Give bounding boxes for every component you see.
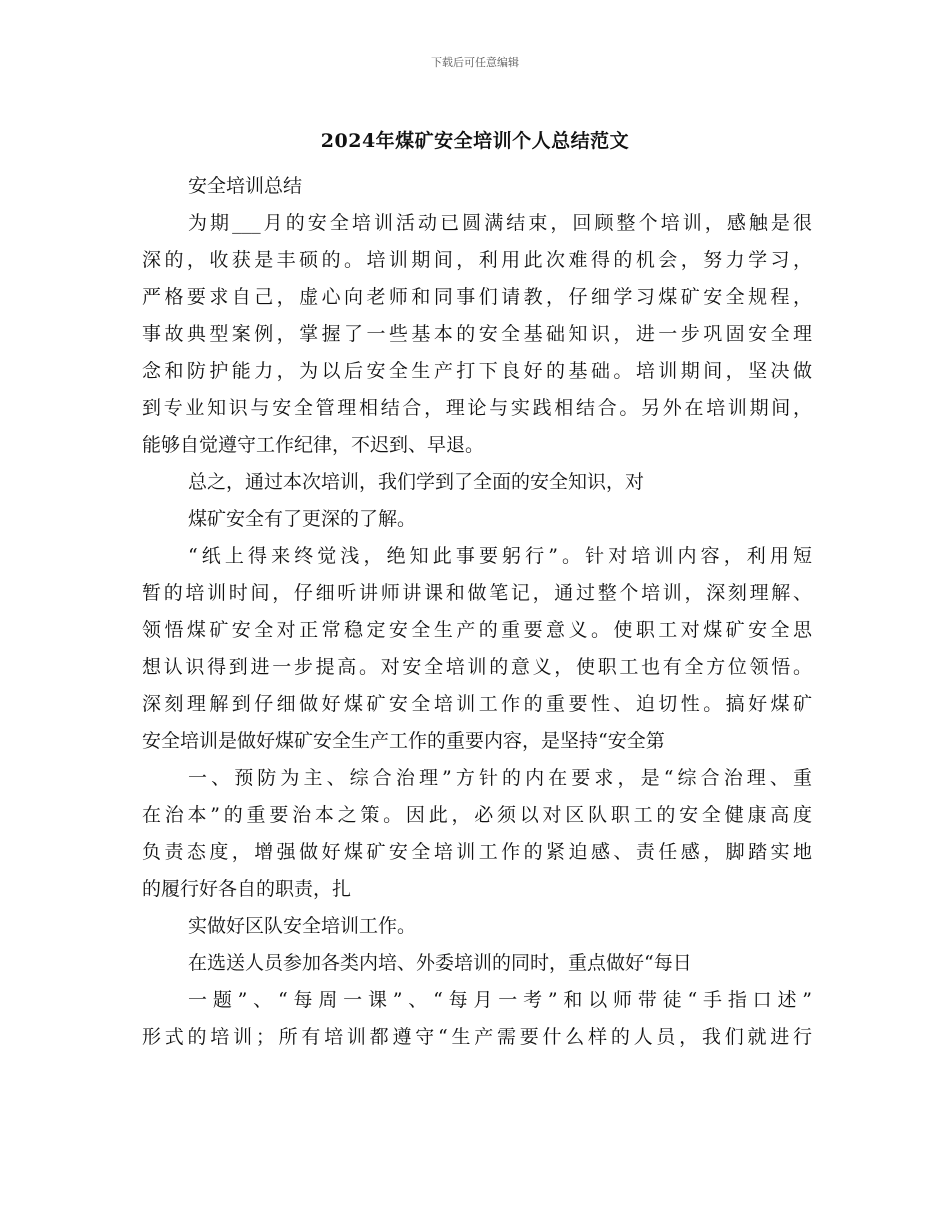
body-line: 在治本”的重要治本之策。因此，必须以对区队职工的安全健康高度	[142, 804, 812, 826]
body-line: 想认识得到进一步提高。对安全培训的意义，使职工也有全方位领悟。	[142, 656, 812, 678]
body-line: “纸上得来终觉浅，绝知此事要躬行”。针对培训内容，利用短	[188, 545, 812, 567]
body-line: 暂的培训时间，仔细听讲师讲课和做笔记，通过整个培训，深刻理解、	[142, 582, 812, 604]
body-line: 在选送人员参加各类内培、外委培训的同时，重点做好“每日	[188, 952, 692, 974]
body-line: 形式的培训；所有培训都遵守“生产需要什么样的人员，我们就进行	[142, 1026, 812, 1048]
body-line: 一题”、“每周一课”、“每月一考”和以师带徒“手指口述”	[188, 989, 812, 1011]
body-line: 严格要求自己，虚心向老师和同事们请教，仔细学习煤矿安全规程，	[142, 286, 812, 308]
body-line: 的履行好各自的职责，扎	[142, 878, 352, 900]
body-line: 负责态度，增强做好煤矿安全培训工作的紧迫感、责任感，脚踏实地	[142, 841, 812, 863]
body-line: 领悟煤矿安全对正常稳定安全生产的重要意义。使职工对煤矿安全思	[142, 619, 812, 641]
body-line: 安全培训是做好煤矿安全生产工作的重要内容，是坚持“安全第	[142, 730, 665, 752]
body-line: 念和防护能力，为以后安全生产打下良好的基础。培训期间，坚决做	[142, 360, 812, 382]
body-line: 为期___月的安全培训活动已圆满结束，回顾整个培训，感触是很	[188, 212, 812, 234]
header-note: 下载后可任意编辑	[431, 56, 519, 69]
body-line: 事故典型案例，掌握了一些基本的安全基础知识，进一步巩固安全理	[142, 323, 812, 345]
document-body	[142, 168, 812, 1056]
body-line: 能够自觉遵守工作纪律，不迟到、早退。	[142, 434, 485, 456]
body-line: 深的，收获是丰硕的。培训期间，利用此次难得的机会，努力学习，	[142, 249, 812, 271]
body-line: 总之，通过本次培训，我们学到了全面的安全知识，对	[188, 471, 645, 493]
body-line: 煤矿安全有了更深的了解。	[188, 508, 417, 530]
body-line: 深刻理解到仔细做好煤矿安全培训工作的重要性、迫切性。搞好煤矿	[142, 693, 812, 715]
body-line: 一、预防为主、综合治理”方针的内在要求，是“综合治理、重	[188, 767, 812, 789]
document-title: 2024年煤矿安全培训个人总结范文	[320, 130, 630, 152]
body-line: 到专业知识与安全管理相结合，理论与实践相结合。另外在培训期间，	[142, 397, 812, 419]
body-line: 安全培训总结	[188, 175, 303, 197]
body-line: 实做好区队安全培训工作。	[188, 915, 417, 937]
